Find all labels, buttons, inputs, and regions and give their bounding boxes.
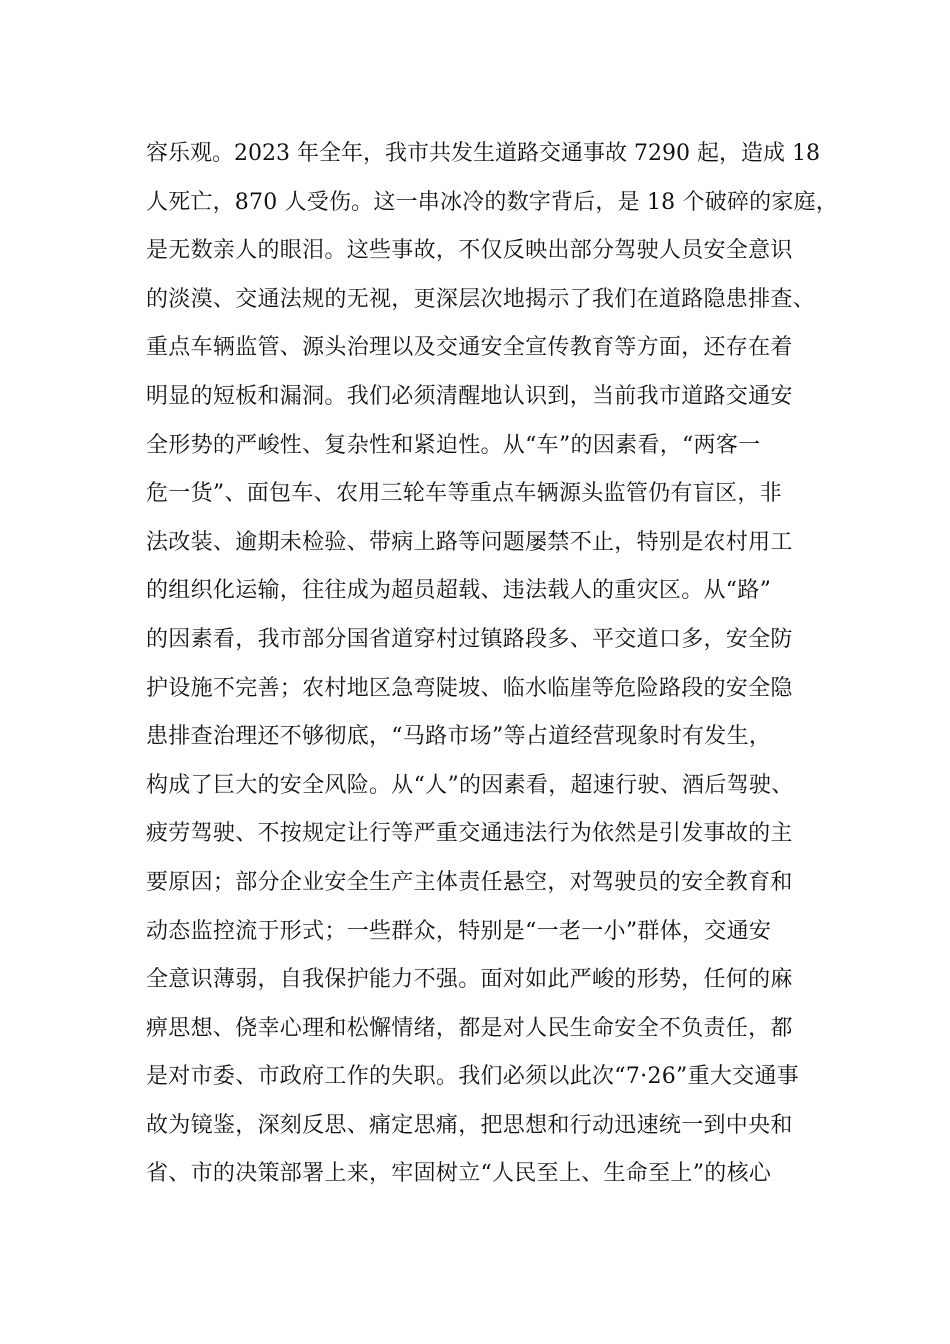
body-text (146, 130, 838, 1199)
text-line: 的组织化运输，往往成为超员超载、违法载人的重灾区。从“路” (146, 578, 772, 604)
text-line: 危一货”、面包车、农用三轮车等重点车辆源头监管仍有盲区，非 (146, 481, 782, 507)
text-line: 容乐观。2023 年全年，我市共发生道路交通事故 7290 起，造成 18 (146, 141, 820, 166)
text-line: 的因素看，我市部分国省道穿村过镇路段多、平交道口多，安全防 (146, 626, 793, 652)
text-line: 是对市委、市政府工作的失职。我们必须以此次“7·26”重大交通事 (146, 1064, 800, 1090)
text-line: 构成了巨大的安全风险。从“人”的因素看，超速行驶、酒后驾驶、 (146, 772, 794, 798)
text-line: 动态监控流于形式；一些群众，特别是“一老一小”群体，交通安 (146, 918, 772, 944)
text-line: 法改装、逾期未检验、带病上路等问题屡禁不止，特别是农村用工 (146, 529, 793, 555)
text-line: 省、市的决策部署上来，牢固树立“人民至上、生命至上”的核心 (146, 1161, 772, 1187)
text-line: 疲劳驾驶、不按规定让行等严重交通违法行为依然是引发事故的主 (146, 821, 793, 847)
text-line: 全意识薄弱，自我保护能力不强。面对如此严峻的形势，任何的麻 (146, 967, 793, 993)
text-line: 重点车辆监管、源头治理以及交通安全宣传教育等方面，还存在着 (146, 335, 793, 361)
text-line: 护设施不完善；农村地区急弯陡坡、临水临崖等危险路段的安全隐 (146, 675, 793, 701)
text-line: 要原因；部分企业安全生产主体责任悬空，对驾驶员的安全教育和 (146, 869, 793, 895)
text-line: 明显的短板和漏洞。我们必须清醒地认识到，当前我市道路交通安 (146, 383, 793, 409)
text-line: 全形势的严峻性、复杂性和紧迫性。从“车”的因素看，“两客一 (146, 432, 761, 458)
text-line: 痹思想、侥幸心理和松懈情绪，都是对人民生命安全不负责任，都 (146, 1015, 793, 1041)
text-line: 人死亡，870 人受伤。这一串冰冷的数字背后，是 18 个破碎的家庭， (146, 189, 838, 215)
text-line: 患排查治理还不够彻底，“马路市场”等占道经营现象时有发生， (146, 724, 772, 750)
text-line: 的淡漠、交通法规的无视，更深层次地揭示了我们在道路隐患排查、 (146, 286, 816, 312)
text-line: 是无数亲人的眼泪。这些事故，不仅反映出部分驾驶人员安全意识 (146, 238, 793, 264)
text-line: 故为镜鉴，深刻反思、痛定思痛，把思想和行动迅速统一到中央和 (146, 1112, 793, 1138)
